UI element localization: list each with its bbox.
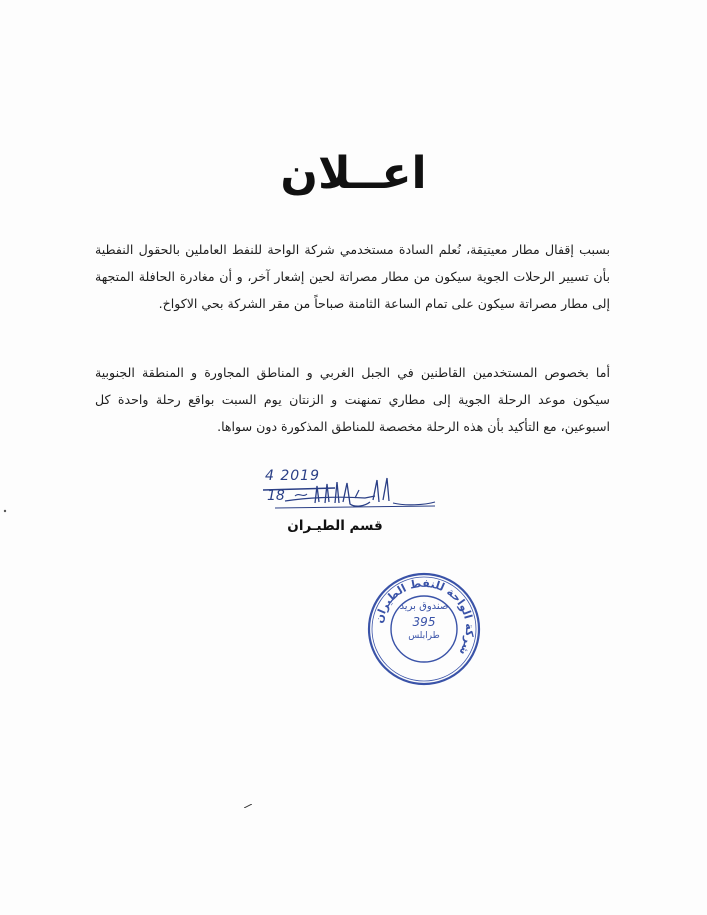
department-name: قسم الطيـران — [287, 518, 383, 534]
paragraph-western-mountain-flights: أما بخصوص المستخدمين القاطنين في الجبل الغربي و المناطق المجاورة و المنطقة الجنوبية سيكون موعد الرحلة الجوية إلى مطاري تمنهنت و الزنتان يوم السبت بواقع رحلة واحدة كل اسبوعين، مع التأكيد بأن هذه الرحلة مخصصة للمناطق المذكورة دون سواها. — [95, 365, 610, 434]
ink-speck — [244, 804, 252, 808]
stamp-ring-text: شركة الواحة للنفط الطيران — [372, 576, 477, 658]
announcement-title: اعــلان — [280, 148, 427, 199]
paragraph-airport-closure: بسبب إقفال مطار معيتيقة، نُعلم السادة مستخدمي شركة الواحة للنفط العاملين بالحقول النفطية بأن تسيير الرحلات الجوية سيكون من مطار مصراتة لحين إشعار آخر، و أن مغادرة الحافلة المتجهة إلى مطار مصراتة سيكون على تمام الساعة الثامنة صباحاً من مقر الشركة بحي الاكواخ. — [95, 242, 610, 311]
stamp-city: طرابلس — [408, 631, 440, 641]
handwritten-date-day: 18 — [267, 488, 285, 504]
stamp-po-box-label: صندوق بريد — [399, 601, 449, 612]
edge-speck — [3, 508, 7, 514]
handwritten-date-month-year: 4 2019 — [265, 468, 320, 484]
stamp-po-box-number: 395 — [412, 615, 436, 629]
stamp-center-text — [367, 600, 481, 642]
